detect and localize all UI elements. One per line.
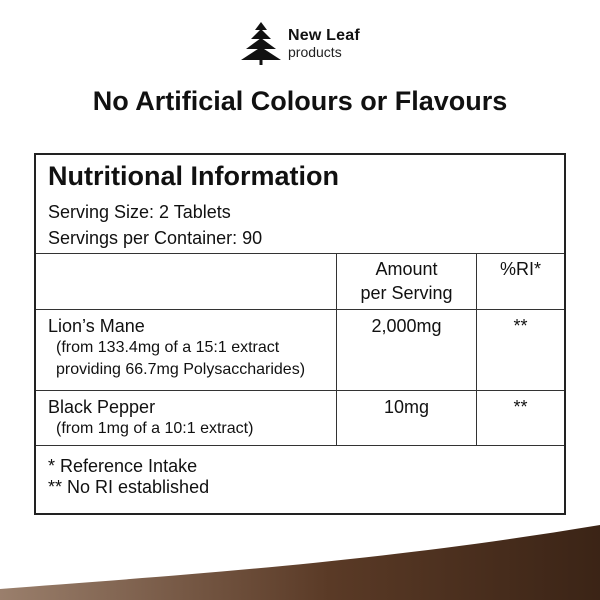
nutrition-panel: [34, 153, 566, 515]
ingredient-detail: providing 66.7mg Polysaccharides): [56, 361, 306, 378]
ri-cell: [477, 310, 565, 391]
ingredient-cell: [36, 310, 337, 391]
amount-cell: [337, 310, 477, 391]
footnote: * Reference Intake: [48, 456, 198, 476]
table-header-row: [36, 253, 564, 310]
header-amount-line1: Amount: [375, 259, 438, 279]
ri-value: **: [513, 397, 528, 417]
ingredient-name: Black Pepper: [48, 397, 156, 417]
header-ri: %RI*: [477, 253, 565, 310]
footnotes-row: [36, 446, 564, 517]
footnotes: [36, 446, 564, 517]
ingredient-detail: (from 1mg of a 10:1 extract): [56, 420, 254, 437]
leaf-tree-icon: [240, 20, 282, 66]
headline: No Artificial Colours or Flavours: [92, 86, 508, 116]
header-cell-blank: [36, 253, 337, 310]
decorative-swoosh: [0, 525, 600, 600]
brand-logo: [240, 20, 360, 66]
brand-subtitle: products: [288, 43, 342, 60]
table-row: [36, 391, 564, 446]
brand-name: New Leaf: [288, 26, 360, 44]
nutrition-table: [36, 253, 564, 516]
ingredient-detail: (from 133.4mg of a 15:1 extract: [56, 339, 280, 356]
amount-cell: [337, 391, 477, 446]
amount-value: 2,000mg: [371, 316, 442, 336]
header-amount: [337, 253, 477, 310]
footnote: ** No RI established: [48, 477, 210, 497]
table-row: [36, 310, 564, 391]
servings-per-container: Servings per Container: 90: [48, 228, 263, 248]
panel-header: [36, 155, 564, 254]
header-amount-line2: per Serving: [360, 283, 453, 303]
ingredient-name: Lion’s Mane: [48, 316, 145, 336]
serving-size: Serving Size: 2 Tablets: [48, 202, 231, 222]
amount-value: 10mg: [383, 397, 430, 417]
ri-value: **: [513, 316, 528, 336]
ingredient-cell: [36, 391, 337, 446]
panel-title: Nutritional Information: [48, 161, 339, 191]
brand-wordmark: [288, 28, 360, 59]
ri-cell: [477, 391, 565, 446]
